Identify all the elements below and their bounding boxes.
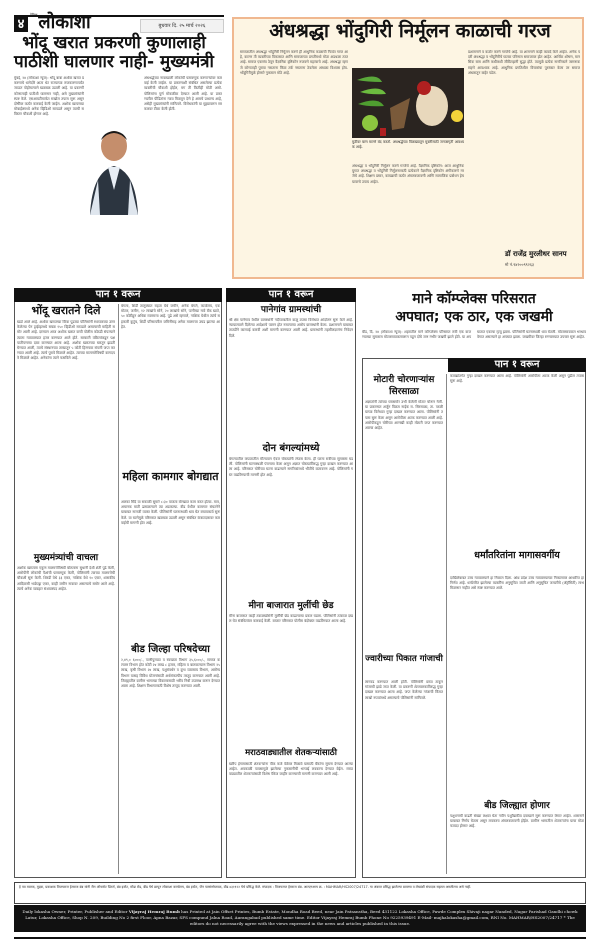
col-e-body: दाखिलेबाबत उच्च न्यायालयाने हा निकाल दिला. आंध्र प्रदेश उच्च न्यायालयाच्या निकालावर आधारित हा निर्णय आहे. धर्मांतरित झालेल्या व्यक्तींना अनुसूचित जाती आणि अनुसूचित जमातीचे (ॲट्रॉसिटी) लाभ मिळणार नाहीत असे स्पष्ट करण्यात आले. bbox=[450, 576, 584, 591]
lead-headline-line2: पाठीशी घालणार नाही- मुख्यमंत्री bbox=[14, 52, 214, 72]
feature-author-phone: मो नं.९४२००९९२६३ bbox=[505, 262, 534, 267]
col-d-headline[interactable]: मोटारी चोरणाऱ्यांस सिरसाळा bbox=[373, 375, 435, 397]
col-a2-headline[interactable]: मुख्यमंत्र्यांची वाचला bbox=[33, 553, 99, 563]
section-band-right: पान १ वरून bbox=[448, 358, 586, 372]
col-c-body3: मीना बाजारात काही टवाळखोरांनी मुलींची छेड काढल्याचा प्रकार घडला. पोलिसांनी तत्काळ दखल घेत संबंधितांवर कारवाई केली. बाजार परिसरात पोलीस बंदोबस्त वाढविण्यात आला आहे. bbox=[229, 614, 353, 624]
imprint-english-prefix: Daily lokasha Owner, Printer, Publisher and Editor bbox=[22, 909, 128, 914]
col-b-headline[interactable]: महिला कामगार बोगद्यात bbox=[122, 470, 219, 483]
section-band-middle: पान १ वरून bbox=[226, 288, 356, 302]
col-e-body-top: कायद्यांतर्गत गुन्हा दाखल करण्यात आला आहे. पोलिसांनी आरोपीला अटक केली असून पुढील तपास सुरू आहे. bbox=[450, 374, 584, 384]
col-a-body: खर्डा आलं आहे. अशोक खरातच्या किंवा पुढच्या पोलिसांनी स्थापकच्या उत्तर केलेल्या पेन ड्राईव्हमध्ये सबळ १५० व्हिडीओ सापडले असल्याची माहिती समोर आली आहे. दरम्यान आज अशोक खरात याची पोलीस कोठडी संपल्याने त्याला न्यायालयात हजर करण्यात आले होते. सरकारी वकिलांकडून पक्षपातीपणाचा दावा करण्यात आला आहे. अशोक खरातच्या घरातून झडती घेण्यात आली, त्याचे संस्थानच्या ताब्यातून ५ कोटी हिरण्यक संपत्ती जप्त करण्यात आली आहे. त्याचे पुरावे मिळाले आहेत. त्याच्या मालमत्तेविषयी कागदपत्रे मिळाले आहेत. अनेकांना त्याने फसविले आहे. bbox=[17, 320, 115, 361]
accident-headline[interactable] bbox=[362, 290, 586, 326]
page-number: ४ bbox=[14, 17, 28, 32]
col-b-body-top: बंगला, शिर्डी तालुक्यात राहता येथे जमीन, अनेक बंगले, कार्यालय, एक मोटार, जमीन, १२ लाखांचे सोने, २० लाखांचे सोने, पत्नीच्या नावे बँक खाते, ५० कोटीहून अधिक मालमत्ता आहे. पुढे असे म्हणाले, नाशिक येथील त्यांचे सहकारी कुटुंब, शिर्डी परिसरातील जमिनीसह अनेक मालमत्ता उघड झाल्या आहेत. bbox=[121, 304, 220, 329]
paper-name: लोकाशा bbox=[38, 12, 91, 33]
imprint-english-body: has Printed at Jain Offset Printes, Bumb Estate, Mondha Road Beed, near Jain Patsanstha, Beed 431122 Lokasha Office, Pawde Complex Shivaji nagar Nanded, Nagar Parishad Gandhi chowk Latur, Lokasha Office, Shop N. 209, Building No 2 first Floor, Apna Bazar, SFS compund Jalna Road, Aurangabad published same time. Editor Vijayraj Hemraj Bumb Phone No 9225939491 E-Mail- majhalokasha@gmail.com, RNI No. MAHMAR/HS2007/24717 * The editors do not necessarily agree with the views expressed in the news and articles published in this issue. bbox=[25, 909, 578, 926]
col-e-headline2[interactable]: बीड जिल्ह्यात होणार bbox=[484, 801, 550, 811]
col-a-headline[interactable]: भोंदू खरातने दिले bbox=[31, 304, 101, 317]
feature-photo bbox=[352, 68, 464, 138]
imprint-english bbox=[14, 905, 586, 932]
feature-col2: अंधश्रद्धा व भोंदुगिरी निर्मूलन करणे गरजेचे आहे. वैज्ञानिक दृष्टिकोन: आज आधुनिक युगात अंधश्रद्धा व भोंदुगिरी निर्मूलनासाठी प्रत्येकाने वैज्ञानिक दृष्टिकोन अंगीकारणे गरजेचे आहे. शिक्षण प्रसार, कायद्याची कठोर अंमलबजावणी आणि सामाजिक प्रबोधन हेच यावरचे उपाय आहेत. bbox=[352, 164, 464, 184]
feature-col3: प्रशासनाने व कठोर करणे गरजेचे आहे. या शासनाने काही कायदे केले आहेत. अनेक पदरी अंधश्रद्धा व भोंदुगिरीचे घातक परिणाम समाजावर होत आहेत. आर्थिक शोषण, मानसिक त्रास आणि कधीकधी जीवितहानी सुद्धा होते. त्यामुळे प्रत्येक नागरिकाने जागरूक राहणे आवश्यक आहे. आधुनिक प्रगतिशील विचारांचा पुरस्कार केला तर समाज अंधारातून बाहेर पडेल. bbox=[468, 50, 580, 75]
col-b2-body: २,४९,० ६०००/-, पाणीपुरवठा व स्वच्छता विभाग ३५,६०००/-, समाज कल्याण विभाग होत कोटी २४ लाख ८ हजार, महिला व बालकल्याण विभाग २५ लाख, कृषी विभाग २४ लाख, पशुसंवर्धन व दुग्ध व्यवसाय विभाग, आरोग्य विभाग यासह विविध योजनांसाठी अर्थसंकल्पीय तरतूद करण्यात आली आहे. जिल्ह्यातील ग्रामीण भागाच्या विकासासाठी भरीव निधी उपलब्ध करून देण्यात आला आहे. शिक्षण विभागासाठी विशेष तरतूद करण्यात आली. bbox=[121, 658, 220, 689]
col-c-headline4[interactable]: मराठवाड्यातील शेतकऱ्यांसाठी bbox=[245, 748, 337, 758]
accident-body: बीड, दि. २४ (लोकाशा न्यूज): शहरातील माने कॉम्प्लेक्स परिसरात रात्री एक वाजण्याच्या सुमारास मोटारसायकलवरून पडून दोघे जण गंभीर जखमी झाले होते. या अपघातात एकाचा मृत्यू झाला. पोलिसांनी घटनास्थळी धाव घेतली. मोटारसायकल भरधाव वेगात असल्याने हा अपघात झाला. जखमीवर जिल्हा रुग्णालयात उपचार सुरू आहेत. bbox=[362, 330, 586, 340]
paper-daily-label: दैनिक bbox=[30, 13, 38, 17]
feature-photo-caption: मुठीवर बाण मारणे बंद करतो. अंधश्रद्धेच्या विळख्यातून मुक्तीसाठी जनजागृती आवश्यक आहे. bbox=[352, 140, 464, 150]
col-b2-headline[interactable]: बीड जिल्हा परिषदेच्या bbox=[131, 644, 210, 655]
col-c-headline[interactable]: पानेगांव ग्रामस्थांची bbox=[260, 305, 322, 315]
col-c-headline3[interactable]: मीना बाजारात मुलींची छेड bbox=[248, 601, 334, 611]
accident-headline-line1: माने कॉम्प्लेक्स परिसरात bbox=[412, 291, 536, 307]
col-d-headline2[interactable]: ज्वारीच्या पिकात गांजाची bbox=[365, 654, 443, 664]
col-c-body2: बंगल्यातील कपाटातील मौल्यवान ऐवज चोरट्यांनी लंपास केला. ही घटना रात्रीच्या सुमारास घडली. पोलिसांनी घटनास्थळी पंचनामा केला असून अज्ञात चोरट्यांविरुद्ध गुन्हा दाखल करण्यात आला आहे. परिसरात चोरीच्या घटना वाढल्याने नागरिकांमध्ये भीतीचे वातावरण आहे. पोलिसांनी गस्त वाढविण्याची मागणी होत आहे. bbox=[229, 457, 353, 477]
lead-headline[interactable] bbox=[14, 34, 214, 72]
section-band-left: पान १ वरून bbox=[14, 288, 222, 302]
feature-col1: समाजातील अंधश्रद्धा भोंदुगिरी निर्मूलन करणे ही आधुनिक काळाची नितांत गरज आहे, कारण ती व्यक्तीच्या विकासात आणि समाजाच्या प्रगतीमध्ये मोठा अडथळा ठरत आहे. समाज एकसंघ ठेवून वैज्ञानिक दृष्टिकोन रुजवणे महत्त्वाचे आहे. अंधश्रद्धा म्हणजे कोणताही पुरावा नसताना किंवा तर्क नसताना ठेवलेला आंधळा विश्वास होय. भोंदुगिरीमुळे होणारे नुकसान मोठे आहे. bbox=[240, 50, 348, 75]
bottom-rule bbox=[14, 937, 586, 939]
masthead bbox=[30, 13, 91, 33]
imprint-marathi: हे पत्र मालक, मुद्रक, प्रकाशक विजयराज हेमराज बंब यांनी जैन ऑफसेट प्रिंटर्स, बंब इस्टेट, मोंढा रोड, बीड येथे छापून लोकाशा कार्यालय, बंब इस्टेट, जैन पतसंस्थेजवळ, बीड ४३११२२ येथे प्रसिद्ध केले. संपादक : विजयराज हेमराज बंब. आरएनआय क्र. : MAHMAR/HS2007/24717. या अंकात प्रसिद्ध झालेल्या बातम्या व लेखांशी संपादक सहमत असतीलच असे नाही. bbox=[14, 882, 586, 904]
issue-date: बुधवार दि. २५ मार्च २०२६ bbox=[140, 19, 224, 33]
col-c-body: श्री क्षेत्र पानेगाव येथील ग्रामस्थांनी नदीपात्रातील वाळू उपसा विरोधात आंदोलन सुरू केले आहे. न्यायालयाने दिलेल्या आदेशाचे पालन होत नसल्याचा आरोप ग्रामस्थांनी केला. प्रशासनाने याबाबत तातडीने कारवाई करावी अशी मागणी करण्यात आली आहे. ग्रामस्थांनी तहसीलदारांना निवेदन दिले. bbox=[229, 318, 353, 338]
col-a2-body: अशोक खरातला एकूण मालमत्तेविषयी बोलताना सुधानी देशी शेती पुढे केली, आरोपीनी लोकांची पैशांची फसवणूक केली, पोलिसांनी त्याच्या मालमत्तेची चौकशी सुरू केली. शिरडी येथे ३३ एकर, नाशिक येथे १० एकर, शासकीय आदिवासी भाडेपट्टा एकर, काही जमीन नावावर असल्याचे समोर आले आहे. त्याचे अनेक व्यवहार संशयास्पद आहेत. bbox=[17, 566, 115, 591]
feature-author: डॉ राजेंद्र मुरलीधर सानप bbox=[505, 250, 567, 258]
imprint-editor-name: Vijayraj Hemraj Bumb bbox=[128, 909, 180, 914]
lead-body-right: अंधश्रद्धेच्या नावाखाली लोकांची फसवणूक करणाऱ्यांवर कारवाई केली जाईल. या प्रकरणाशी संबंधित असलेल्या प्रत्येक व्यक्तीची चौकशी होईल, मग ती कितीही मोठी असो. पोलिसांना पूर्ण मोकळीक देण्यात आली आहे. या प्रकरणातील पीडितांना न्याय मिळवून देणे हे आमचे प्राधान्य आहे, असेही मुख्यमंत्र्यांनी सांगितले. विरोधकांनी या मुद्द्यावरून सरकारवर टीका केली होती. bbox=[144, 76, 222, 112]
col-d-body2: लागवड करण्यात आली होती. पोलिसांनी छापा टाकून गांजाची झाडे जप्त केली. या प्रकरणी शेतमालकाविरुद्ध गुन्हा दाखल करण्यात आला आहे. जप्त केलेल्या गांजाची किंमत लाखो रुपयांमध्ये असल्याचे पोलिसांनी सांगितले. bbox=[365, 680, 443, 700]
col-c-headline2[interactable]: दोन बंगल्यांमध्ये bbox=[262, 443, 320, 454]
cm-photo bbox=[86, 120, 142, 215]
col-b-body: अलका सिंदे या सकाळी सुमारे ८:३० वाजता बोगद्यात काम करत होत्या. मात्र, अचानक माती ढासळल्याने त्या अडकल्या. बीड येथील कामगार संघटनेने याबाबत नाराजी व्यक्त केली. पोलिसांनी घटनास्थळी धाव घेत बचावकार्य सुरू केले. या घटनेमुळे परिसरात खळबळ उडाली असून संबंधित कंत्राटदारावर कारवाईची मागणी होत आहे. bbox=[121, 500, 220, 525]
col-d-body: अज्ञातांनी त्यांच्या घरासमोर उभी केलेली मोटार चोरून नेली. या प्रकरणात अर्जुन विक्रम नाईक रा. सिरसाळा, ता. परळी याच्या विरोधात गुन्हा दाखल करण्यात आला. पोलिसांनी तपास सुरू केला असून आरोपीला अटक करण्यात आली आहे. आरोपीकडून चोरीच्या आणखी काही मोटारी जप्त करण्यात आल्या आहेत. bbox=[365, 400, 443, 431]
col-e-headline[interactable]: धर्मांतरितांना मागासवर्गीय bbox=[474, 550, 560, 561]
accident-headline-line2: अपघात; एक ठार, एक जखमी bbox=[395, 309, 553, 325]
column-divider bbox=[118, 304, 119, 874]
col-c-body4: खरीप हंगामासाठी शेतकऱ्यांना पीक कर्ज वेळेवर मिळावे यासाठी बँकांना सूचना देण्यात आल्या आहेत. अवकाळी पावसामुळे झालेल्या नुकसानीची भरपाई लवकरच देण्यात येईल. मराठवाड्यातील शेतकऱ्यांसाठी विशेष पॅकेज जाहीर करण्याची मागणी करण्यात आली आहे. bbox=[229, 762, 353, 777]
lead-body-left: मुंबई, २४ (लोकाशा न्यूज): भोंदू बाबा अशोक खरात प्रकरणाचे धागेदोरे आता थेट राज्याच्या राजकारणापर्यंत जाऊन पोहोचल्याने खळबळ उडाली आहे. या प्रकरणी कोणालाही पाठीशी घालणार नाही, असे मुख्यमंत्र्यांनी स्पष्ट केले. एसआयटीमार्फत सखोल तपास सुरू असून दोषींवर कठोर कारवाई केली जाईल. अशोक खरातच्या मोबाईलमध्ये अनेक व्हिडिओ सापडले असून त्याची सविस्तर चौकशी होणार आहे. bbox=[14, 76, 84, 117]
col-e-body2: पशुधनाची वाढती संख्या लक्षात घेता नवीन पशुवैद्यकीय दवाखाने सुरू करण्यात येणार आहेत. शासनाने याबाबत निर्णय घेतला असून लवकरच अंमलबजावणी होईल. ग्रामीण भागातील शेतकऱ्यांना याचा मोठा फायदा होणार आहे. bbox=[450, 814, 584, 829]
column-divider-right bbox=[446, 374, 447, 874]
lead-headline-line1: भोंदू खरात प्रकरणी कुणालाही bbox=[22, 33, 206, 53]
feature-title[interactable]: अंधश्रद्धा भोंदुगिरी निर्मूलन काळाची गरज bbox=[269, 20, 551, 42]
